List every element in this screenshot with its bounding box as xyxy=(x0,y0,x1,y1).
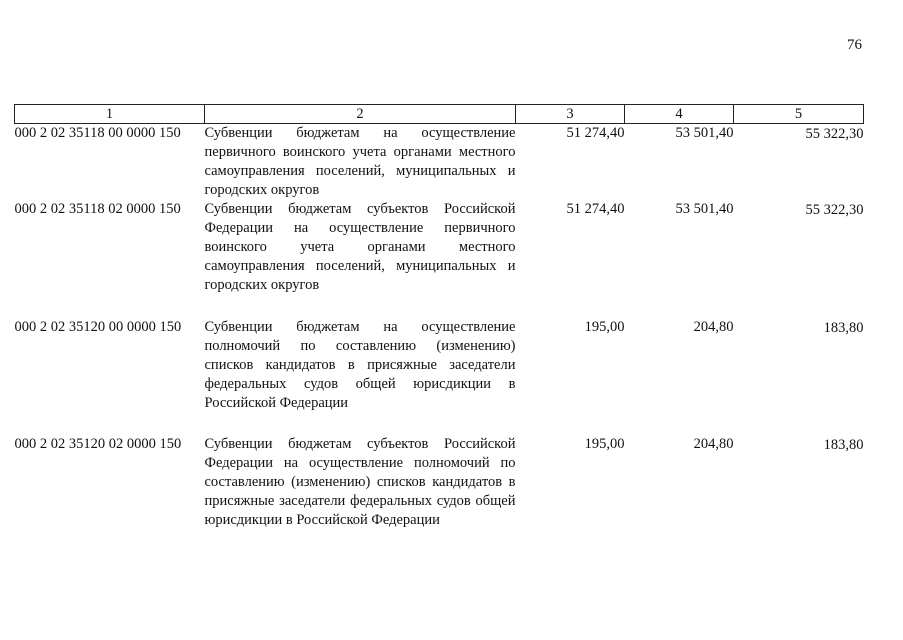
value-col-3: 195,00 xyxy=(584,319,625,335)
budget-code: 000 2 02 35118 00 0000 150 xyxy=(14,125,181,141)
table-header-row xyxy=(15,105,864,124)
column-header-5: 5 xyxy=(734,105,864,124)
page-number: 76 xyxy=(847,37,862,53)
table-row xyxy=(15,318,864,435)
column-header-3: 3 xyxy=(516,105,625,124)
table-row xyxy=(15,200,864,318)
value-col-3: 51 274,40 xyxy=(566,125,625,141)
row-description: Субвенции бюджетам на осуществление полномочий по составлению (изменению) списков кандидатов в присяжные заседатели федеральных судов общей юрисдикции в Российской Федерации xyxy=(204,319,516,411)
value-col-4: 204,80 xyxy=(693,319,734,335)
table-row xyxy=(15,435,864,535)
budget-code: 000 2 02 35120 00 0000 150 xyxy=(14,319,182,335)
value-col-5: 183,80 xyxy=(823,437,864,453)
value-col-4: 204,80 xyxy=(693,436,734,452)
row-description: Субвенции бюджетам на осуществление первичного воинского учета органами местного самоуправления поселений, муниципальных и городских округов xyxy=(204,125,516,198)
budget-code: 000 2 02 35120 02 0000 150 xyxy=(14,436,182,452)
row-description: Субвенции бюджетам субъектов Российской Федерации на осуществление первичного воинского учета органами местного самоуправления поселений, муниципальных и городских округов xyxy=(204,201,516,293)
table-row xyxy=(15,124,864,201)
value-col-5: 55 322,30 xyxy=(805,126,864,142)
value-col-5: 55 322,30 xyxy=(805,202,864,218)
value-col-5: 183,80 xyxy=(823,320,864,336)
column-header-4: 4 xyxy=(625,105,734,124)
row-description: Субвенции бюджетам субъектов Российской Федерации на осуществление полномочий по составлению (изменению) списков кандидатов в присяжные заседатели федеральных судов общей юрисдикции в Российской Федерации xyxy=(204,436,516,528)
budget-table xyxy=(14,104,864,535)
value-col-4: 53 501,40 xyxy=(675,125,734,141)
value-col-3: 51 274,40 xyxy=(566,201,625,217)
value-col-4: 53 501,40 xyxy=(675,201,734,217)
value-col-3: 195,00 xyxy=(584,436,625,452)
budget-code: 000 2 02 35118 02 0000 150 xyxy=(14,201,181,217)
column-header-1: 1 xyxy=(15,105,205,124)
column-header-2: 2 xyxy=(205,105,516,124)
